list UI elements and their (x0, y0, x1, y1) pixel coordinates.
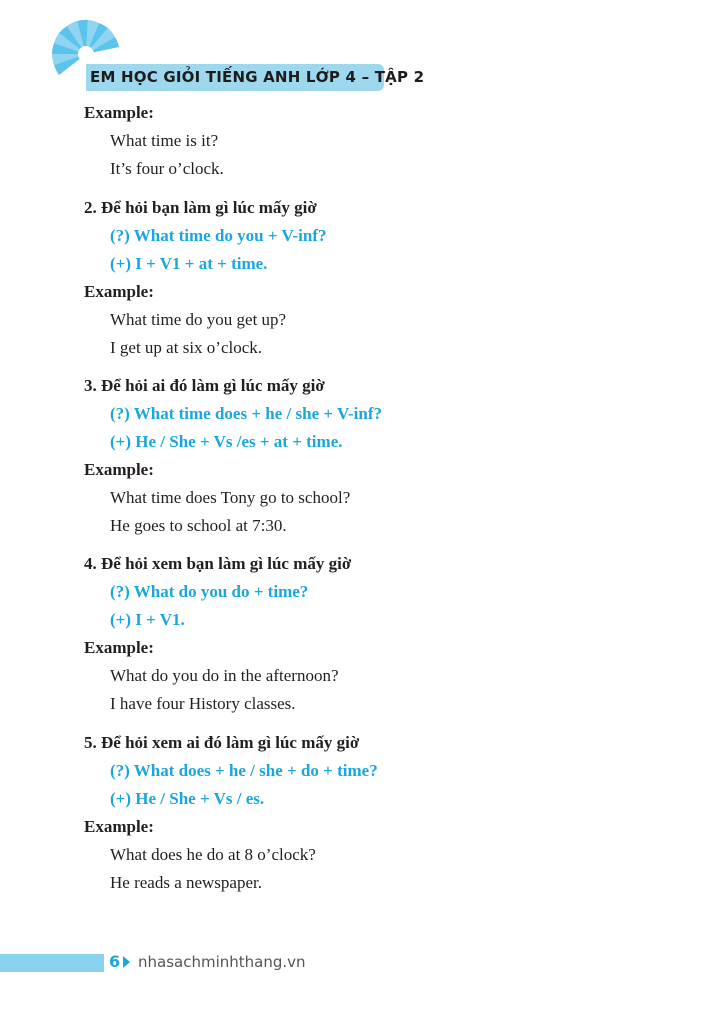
example-sentence: It’s four o’clock. (110, 159, 224, 178)
example-label: Example: (84, 103, 154, 122)
example-sentence: What time does Tony go to school? (110, 488, 351, 507)
example-label: Example: (84, 282, 154, 301)
question-structure: (?) What do you do + time? (110, 582, 309, 601)
question-structure: (?) What time do you + V-inf? (110, 226, 327, 245)
example-sentence: What does he do at 8 o’clock? (110, 845, 316, 864)
answer-structure: (+) I + V1 + at + time. (110, 254, 268, 273)
example-sentence: I get up at six o’clock. (110, 338, 263, 357)
publisher-website: nhasachminhthang.vn (138, 953, 306, 971)
question-structure: (?) What does + he / she + do + time? (110, 761, 378, 780)
example-sentence: What do you do in the afternoon? (110, 666, 339, 685)
answer-structure: (+) He / She + Vs /es + at + time. (110, 432, 343, 451)
section-heading: 4. Để hỏi xem bạn làm gì lúc mấy giờ (84, 554, 352, 573)
example-sentence: He goes to school at 7:30. (110, 516, 287, 535)
example-label: Example: (84, 817, 154, 836)
example-sentence: I have four History classes. (110, 694, 296, 713)
section-heading: 3. Để hỏi ai đó làm gì lúc mấy giờ (84, 376, 325, 395)
page-number: 6 (109, 952, 121, 971)
example-label: Example: (84, 638, 154, 657)
section-heading: 2. Để hỏi bạn làm gì lúc mấy giờ (84, 198, 317, 217)
question-structure: (?) What time does + he / she + V-inf? (110, 404, 383, 423)
book-title: EM HỌC GIỎI TIẾNG ANH LỚP 4 – TẬP 2 (90, 68, 425, 86)
example-label: Example: (84, 460, 154, 479)
page-arrow-icon (123, 956, 130, 968)
page-header (0, 0, 726, 95)
answer-structure: (+) I + V1. (110, 610, 185, 629)
example-sentence: He reads a newspaper. (110, 873, 262, 892)
example-sentence: What time is it? (110, 131, 219, 150)
section-heading: 5. Để hỏi xem ai đó làm gì lúc mấy giờ (84, 733, 360, 752)
example-sentence: What time do you get up? (110, 310, 287, 329)
footer-bar (0, 954, 104, 972)
answer-structure: (+) He / She + Vs / es. (110, 789, 265, 808)
